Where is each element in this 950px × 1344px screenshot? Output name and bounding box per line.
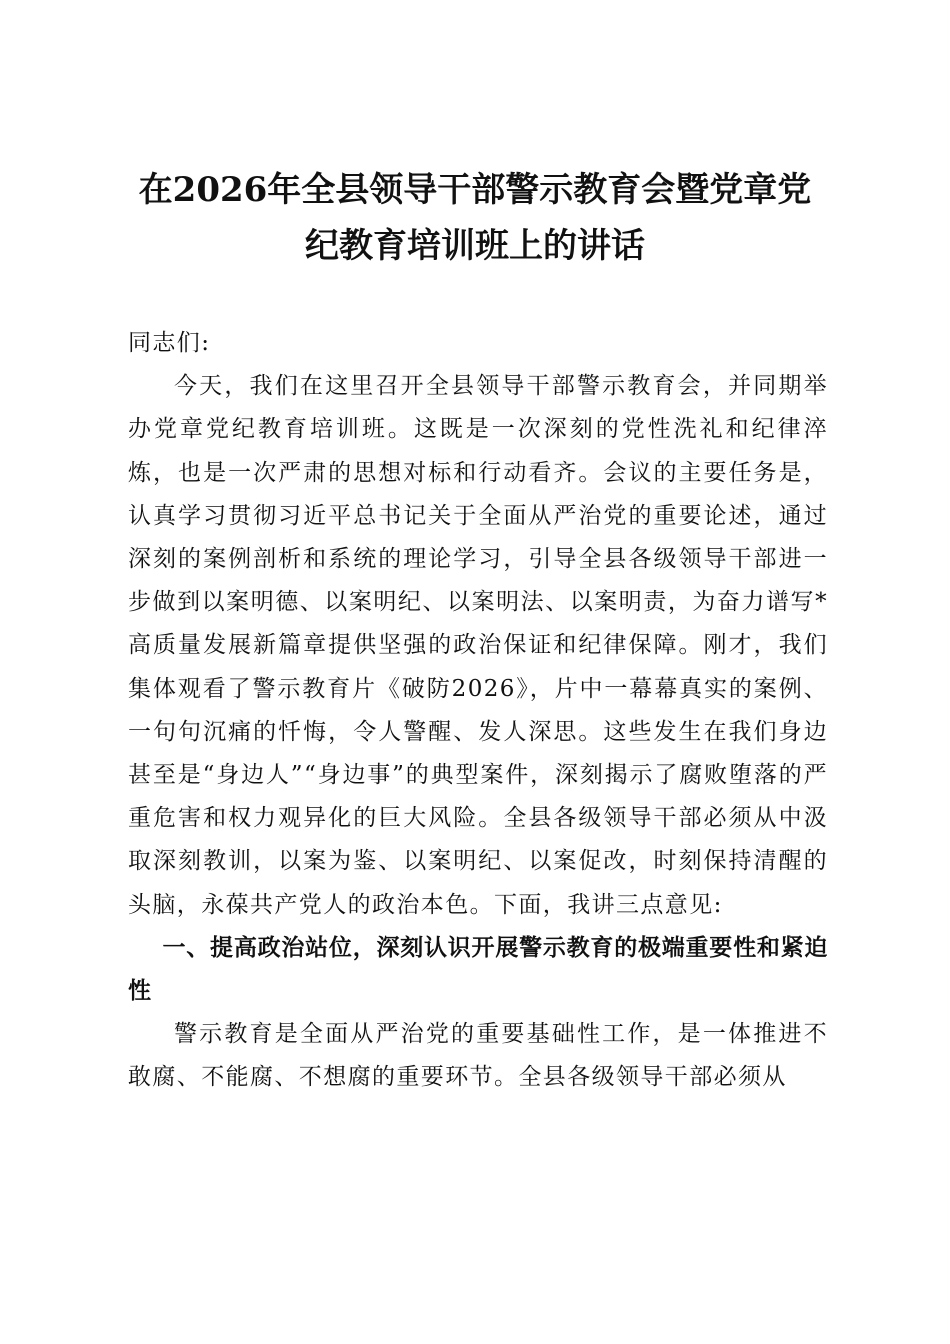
paragraph-section-1: 警示教育是全面从严治党的重要基础性工作，是一体推进不敢腐、不能腐、不想腐的重要环节。全县各级领导干部必须从 bbox=[128, 1021, 828, 1091]
section-heading-1: 一、提高政治站位，深刻认识开展警示教育的极端重要性和紧迫性 bbox=[128, 934, 828, 1005]
document-title bbox=[120, 162, 830, 274]
paragraph-intro: 今天，我们在这里召开全县领导干部警示教育会，并同期举办党章党纪教育培训班。这既是一次深刻的党性洗礼和纪律淬炼，也是一次严肃的思想对标和行动看齐。会议的主要任务是，认真学习贯彻习近平总书记关于全面从严治党的重要论述，通过深刻的案例剖析和系统的理论学习，引导全县各级领导干部进一步做到以案明德、以案明纪、以案明法、以案明责，为奋力谱写*高质量发展新篇章提供坚强的政治保证和纪律保障。刚才，我们集体观看了警示教育片《破防2026》，片中一幕幕真实的案例、一句句沉痛的忏悔，令人警醒、发人深思。这些发生在我们身边甚至是“身边人”“身边事”的典型案件，深刻揭示了腐败堕落的严重危害和权力观异化的巨大风险。全县各级领导干部必须从中汲取深刻教训，以案为鉴、以案明纪、以案促改，时刻保持清醒的头脑，永葆共产党人的政治本色。下面，我讲三点意见: bbox=[128, 373, 828, 918]
salutation: 同志们: bbox=[128, 330, 211, 356]
document-body bbox=[128, 322, 828, 1100]
title-line-1: 在2026年全县领导干部警示教育会暨党章党 bbox=[138, 170, 812, 210]
title-line-2: 纪教育培训班上的讲话 bbox=[305, 226, 645, 266]
